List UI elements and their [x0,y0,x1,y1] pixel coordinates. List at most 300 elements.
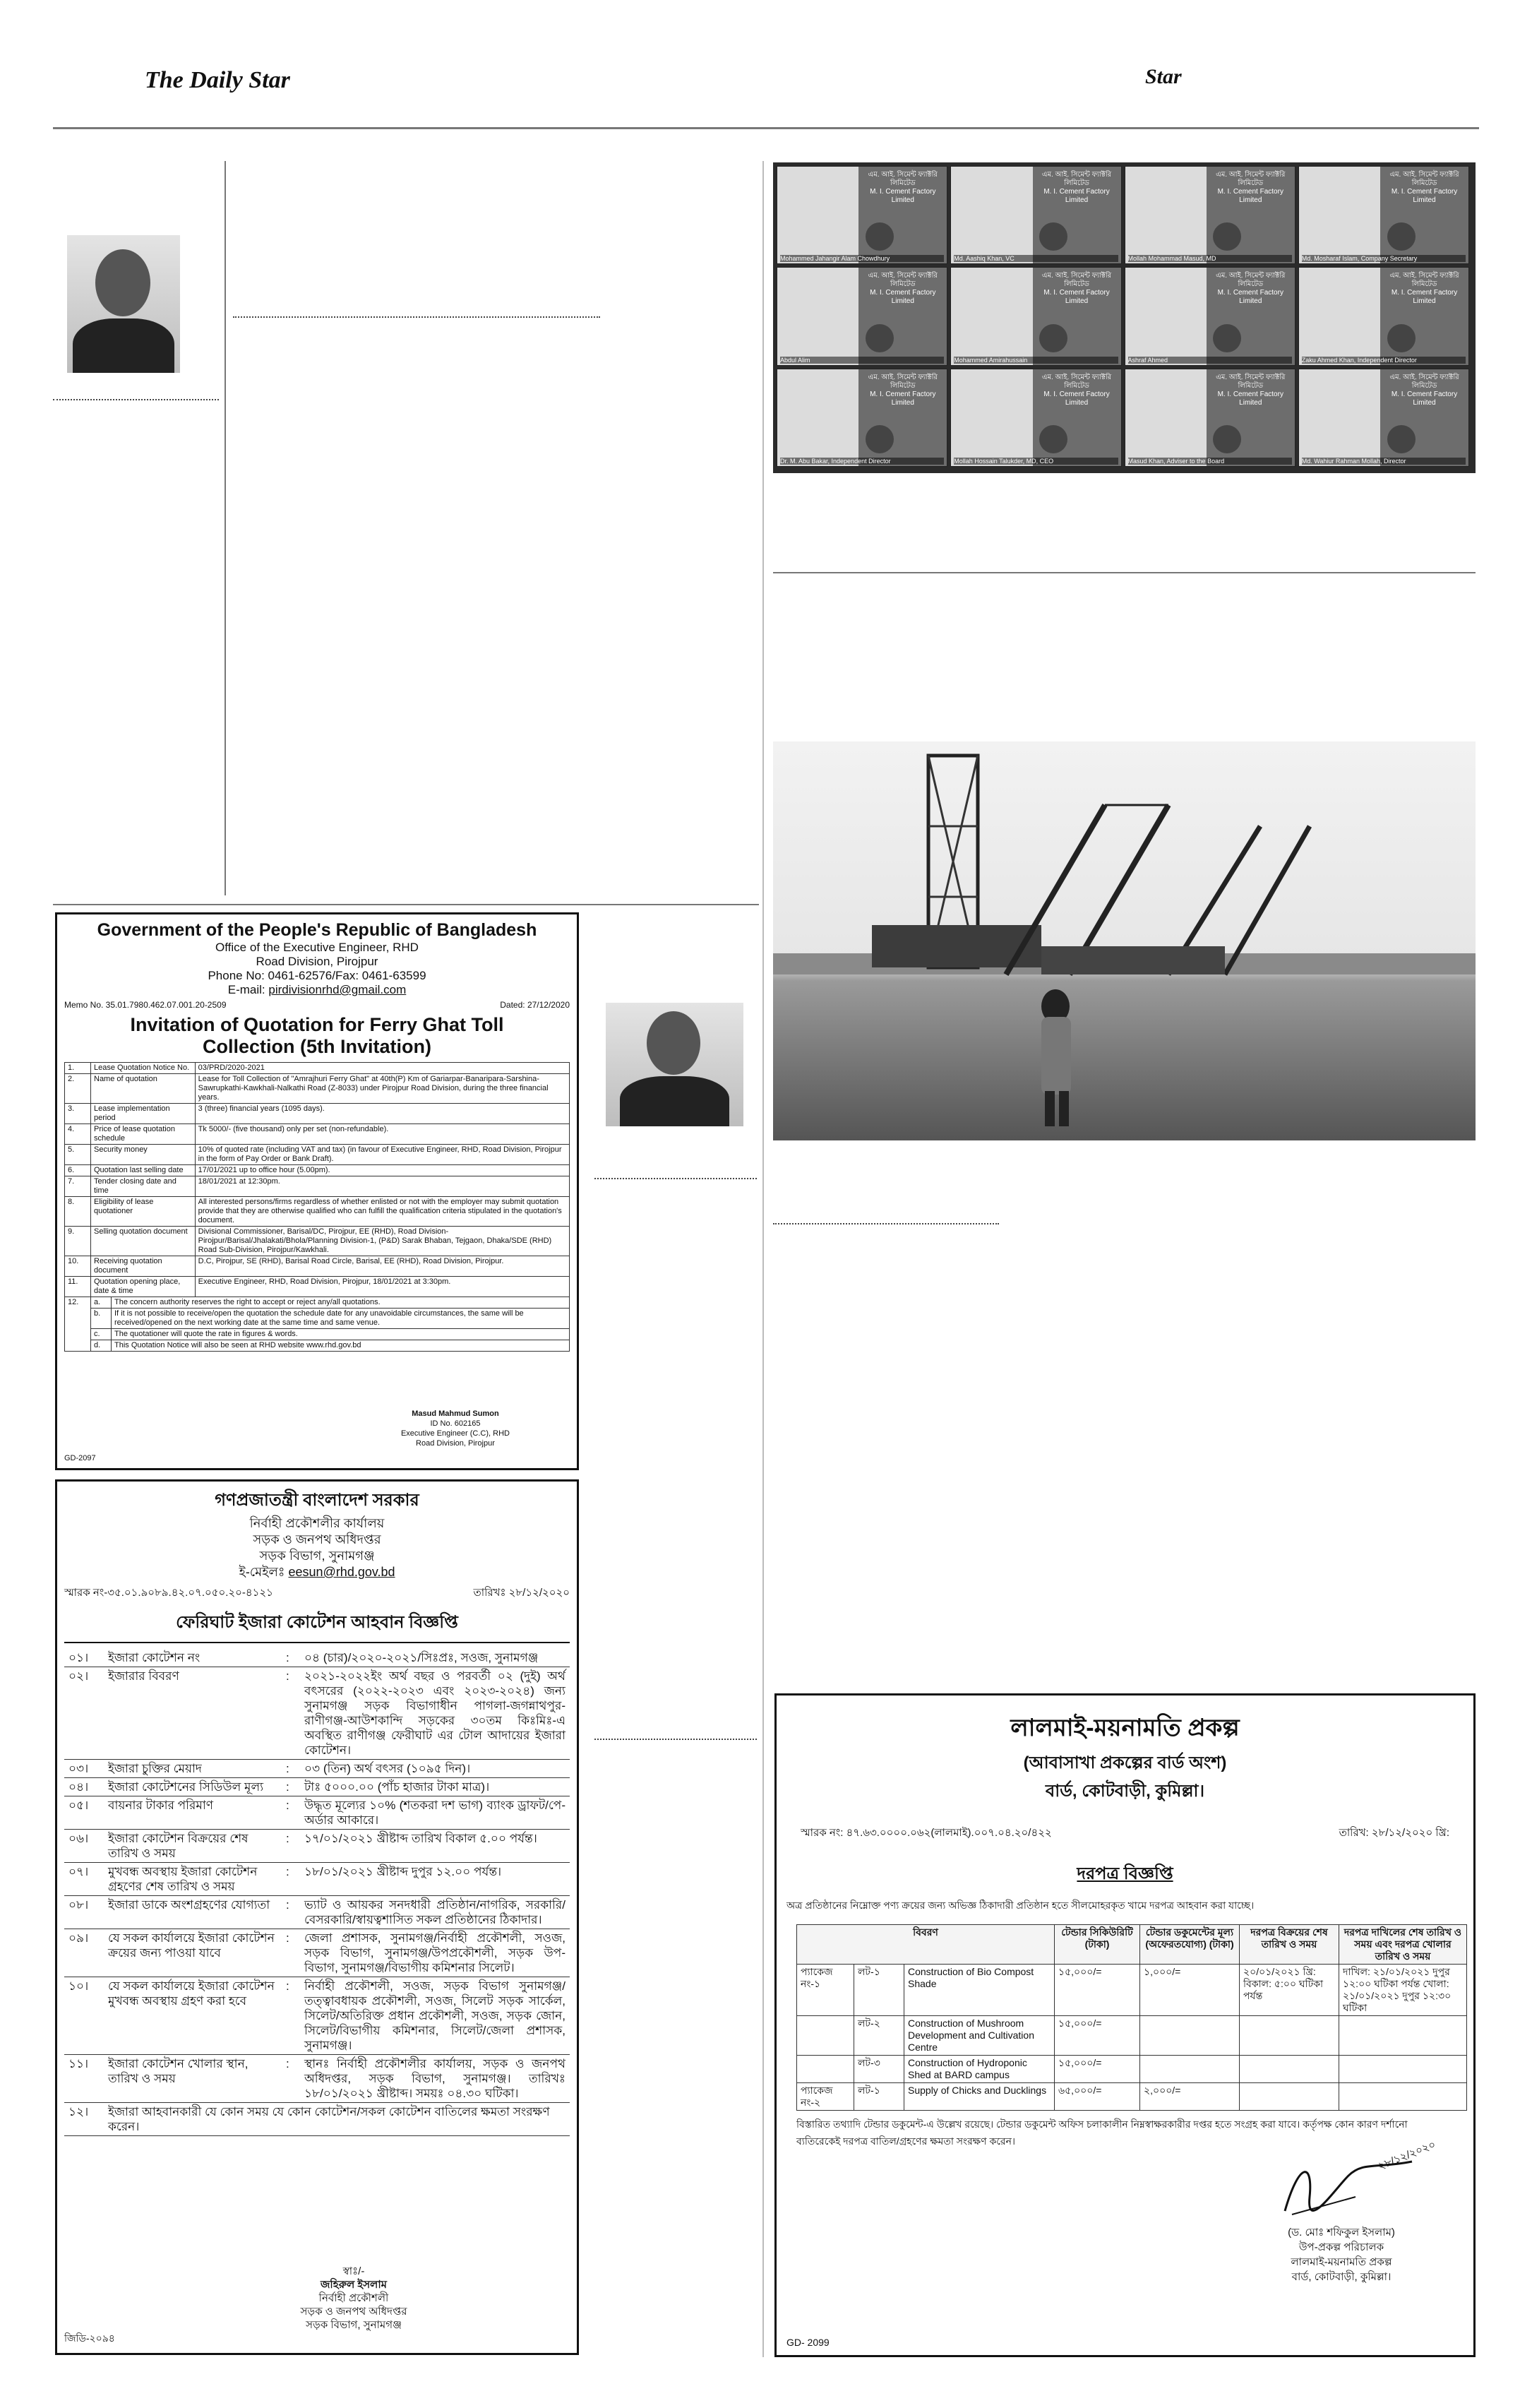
signer-block [401,1409,510,1448]
row-value: ০৩ (তিন) অর্থ বৎসর (১০৯৫ দিন)। [304,1762,471,1775]
row-colon: : [286,2057,289,2070]
table-row [65,1124,570,1145]
signature-date: ২৮/১২/২০২০ [1376,2138,1437,2173]
memo-row [64,1585,570,1602]
participant-avatar [866,425,894,453]
tile-header-bn: এম. আই. সিমেন্ট ফ্যাক্টরি লিমিটেড [1041,171,1112,187]
rig-illustration [773,741,1476,1140]
row-value: ০৪ (চার)/২০২০-২০২১/সিঃপ্রঃ, সওজ, সুনামগঞ্জ [304,1651,539,1664]
email-link[interactable]: eesun@rhd.gov.bd [288,1565,395,1579]
row-label: Eligibility of lease quotationer [91,1197,196,1227]
memo-date: Dated: 27/12/2020 [500,1000,570,1010]
row-number: ০৭। [68,1865,89,1878]
row-label: Tender closing date and time [91,1176,196,1197]
tile-header [1207,171,1295,205]
row-value: ১৭/০১/২০২১ খ্রীষ্টাব্দ তারিখ বিকাল ৫.০০ পর্যন্ত। [304,1832,537,1845]
tile-header-bn: এম. আই. সিমেন্ট ফ্যাক্টরি লিমিটেড [868,373,938,390]
signer-office: সড়ক বিভাগ, সুনামগঞ্জ [306,2319,402,2331]
video-tile [777,267,947,365]
table-row [65,1256,570,1277]
row-number: 12. [65,1297,91,1352]
table-row [65,1074,570,1104]
tile-header-en: M. I. Cement Factory Limited [1391,188,1458,204]
ad-email-line [64,1564,570,1580]
row-number: 5. [65,1145,91,1165]
participant-name: Ashraf Ahmed [1128,357,1292,364]
row-value: জেলা প্রশাসক, সুনামগঞ্জ/নির্বাহী প্রকৌশলী, সওজ, সড়ক বিভাগ, সুনামগঞ্জ/উপপ্রকৌশলী, সড়ক উপ-বিভাগ, সুনামগঞ্জ/বিভাগীয় কমিশনার সিলেট। [304,1931,565,1974]
package-cell: প্যাকেজ নং-২ [797,2083,854,2111]
row-number: ০১। [68,1651,89,1664]
ad-subtitle-1: (আবাসাখা প্রকল্পের বার্ড অংশ) [1023,1753,1227,1772]
row-label: ইজারা আহবানকারী যে কোন সময় যে কোন কোটেশন/সকল কোটেশন বাতিলের ক্ষমতা সংরক্ষণ করেন। [108,2105,550,2133]
drilling-rig-photo [773,741,1476,1140]
memo-row [801,1825,1449,1842]
tile-header-en: M. I. Cement Factory Limited [1391,390,1458,407]
item-cell: Construction of Mushroom Development and Cultivation Centre [904,2016,1055,2056]
slide-panel [1299,167,1380,263]
tile-header-en: M. I. Cement Factory Limited [1391,289,1458,306]
row-colon: : [286,1780,289,1794]
tile-header-bn: এম. আই. সিমেন্ট ফ্যাক্টরি লিমিটেড [1216,171,1286,187]
table-row [797,2016,1467,2056]
row-label: ইজারা কোটেশন খোলার স্থান, তারিখ ও সময় [108,2057,249,2085]
row-label: Name of quotation [91,1074,196,1104]
row-colon: : [286,1669,289,1683]
memo-number: স্মারক নং-৩৫.০১.৯০৮৯.৪২.০৭.০৫০.২০-৪১২১ [64,1587,273,1599]
security-cell: ১৫,০০০/= [1055,2056,1140,2083]
participant-avatar [1039,222,1067,251]
row-value: টাঃ ৫০০০.০০ (পাঁচ হাজার টাকা মাত্র)। [304,1780,490,1794]
video-tile [950,267,1121,365]
tile-header-en: M. I. Cement Factory Limited [870,289,936,306]
row-value: Executive Engineer, RHD, Road Division, Pirojpur, 18/01/2021 at 3:30pm. [195,1277,569,1297]
tile-header-bn: এম. আই. সিমেন্ট ফ্যাক্টরি লিমিটেড [868,272,938,289]
row-number: 9. [65,1227,91,1256]
slide-panel [1299,268,1380,364]
participant-name: Dr. M. Abu Bakar, Independent Director [780,458,944,465]
row-colon: : [286,1931,289,1945]
row-value: ১৮/০১/২০২১ খ্রীষ্টাব্দ দুপুর ১২.০০ পর্যন্ত। [304,1865,502,1878]
participant-name: Md. Aashiq Khan, VC [954,255,1118,262]
participant-name: Mollah Hossain Talukder, MD, CEO [954,458,1118,465]
table-row [64,1667,570,1760]
participant-avatar [1213,222,1241,251]
package-cell: প্যাকেজ নং-১ [797,1965,854,2016]
lot-cell: লট-১ [854,1965,904,2016]
sale-cell: ২০/০১/২০২১ খ্রি: বিকাল: ৫:০০ ঘটিকা পর্যন্ত [1240,1965,1339,2016]
signer-dept: সড়ক ও জনপথ অধিদপ্তর [300,2306,407,2318]
table-row [797,2056,1467,2083]
table-row [65,1165,570,1176]
row-number: ১২। [68,2105,89,2118]
row-label: Price of lease quotation schedule [91,1124,196,1145]
table-row [64,1977,570,2055]
video-tile [1125,267,1295,365]
row-label: Lease implementation period [91,1104,196,1124]
slide-panel [777,167,858,263]
video-tile [777,369,947,467]
tile-header-bn: এম. আই. সিমেন্ট ফ্যাক্টরি লিমিটেড [1216,272,1286,289]
note-row [65,1340,570,1352]
row-number: ০৮। [68,1898,89,1912]
quotation-table [64,1649,570,2136]
row-colon: : [286,1762,289,1775]
masthead-logo-right: Star [1145,65,1182,88]
table-row [65,1277,570,1297]
tile-header-en: M. I. Cement Factory Limited [1217,289,1283,306]
participant-avatar [1213,425,1241,453]
table-row [64,2103,570,2136]
row-label: যে সকল কার্যালয়ে ইজারা কোটেশন মুখবন্ধ অবস্থায় গ্রহণ করা হবে [108,1979,275,2008]
video-tile [1125,369,1295,467]
row-value: All interested persons/firms regardless of whether enlisted or not with the employer may submit quotation provide that they are otherwise qualified who can fulfill the qualification criteria stipulated in the quotation's document. [195,1197,569,1227]
tile-header-bn: এম. আই. সিমেন্ট ফ্যাক্টরি লিমিটেড [868,171,938,187]
slide-panel [1125,268,1207,364]
row-number: ০২। [68,1669,89,1683]
note-row [65,1297,570,1309]
row-number: ১১। [68,2057,89,2070]
portrait-photo-1 [67,235,180,373]
ad-heading: ফেরিঘাট ইজারা কোটেশন আহবান বিজ্ঞপ্তি [64,1609,570,1643]
row-number: 1. [65,1063,91,1074]
signer-office: Road Division, Pirojpur [416,1439,495,1448]
table-row [64,1778,570,1796]
note-letter: d. [91,1340,112,1352]
row-value: ২০২১-২০২২ইং অর্থ বছর ও পরবর্তী ০২ (দুই) অর্থ বৎসরের (২০২২-২০২৩ এবং ২০২৩-২০২৪) জন্য সুনামগঞ্জ সড়ক বিভাগাধীন পাগলা-জগন্নাথপুর-রাণীগঞ্জ-আউশকান্দি সড়কের ৩০তম কিঃমিঃ-এ অবস্থিত রাণীগঞ্জ ফেরীঘাট এর টোল আদায়ের ইজারা কোটেশন। [304,1669,565,1757]
row-colon: : [286,1651,289,1664]
lot-cell: লট-২ [854,2016,904,2056]
row-label: মুখবন্ধ অবস্থায় ইজারা কোটেশন গ্রহণের শেষ তারিখ ও সময় [108,1865,258,1893]
note-letter: c. [91,1329,112,1340]
row-number: 11. [65,1277,91,1297]
masthead-logo-left: The Daily Star [145,67,290,93]
memo-row [64,1000,570,1010]
table-row [797,2083,1467,2111]
row-value: 17/01/2021 up to office hour (5.00pm). [195,1165,569,1176]
row-label: যে সকল কার্যালয়ে ইজারা কোটেশন ক্রয়ের জন্য পাওয়া যাবে [108,1931,275,1960]
sale-cell [1240,2083,1339,2111]
row-number: 6. [65,1165,91,1176]
note-letter: a. [91,1297,112,1309]
dotted-separator-1 [53,399,219,400]
tile-header [1033,374,1121,407]
row-number: 8. [65,1197,91,1227]
col-security: টেন্ডার সিকিউরিটি (টাকা) [1055,1925,1140,1965]
ad-title: লালমাই-ময়নামতি প্রকল্প [1010,1715,1240,1741]
signer-name: জহিরুল ইসলাম [320,2279,387,2291]
signer-sig: স্বাঃ/- [342,2265,365,2277]
tile-header-bn: এম. আই. সিমেন্ট ফ্যাক্টরি লিমিটেড [1041,373,1112,390]
ad-ferry-ghat-quotation-english [55,912,579,1470]
tile-header [1380,272,1468,306]
ad-intro: অত্র প্রতিষ্ঠানের নিম্নোক্ত পণ্য ক্রয়ের জন্য অভিজ্ঞ ঠিকাদারী প্রতিষ্ঠান হতে সীলমোহরকৃত খামে দরপত্র আহবান করা যাচ্ছে। [786,1900,1255,1911]
tile-header-bn: এম. আই. সিমেন্ট ফ্যাক্টরি লিমিটেড [1216,373,1286,390]
dotted-separator-4 [773,1223,999,1224]
participant-name: Masud Khan, Adviser to the Board [1128,458,1292,465]
participant-avatar [1213,324,1241,352]
ad-ferry-ghat-quotation-bangla [55,1479,579,2355]
submit-cell: দাখিল: ২১/০১/২০২১ দুপুর ১২:০০ ঘটিকা পর্যন্ত খোলা: ২১/০১/২০২১ দুপুর ১২:৩০ ঘটিকা [1339,1965,1467,2016]
note-text: If it is not possible to receive/open the quotation the schedule date for any unavoidable circumstances, the same will be received/opened on the next working date at the same time and same venue. [112,1309,570,1329]
memo-number: Memo No. 35.01.7980.462.07.001.20-2509 [64,1000,227,1010]
row-value: ভ্যাট ও আয়কর সনদধারী প্রতিষ্ঠান/নাগরিক, সরকারি/বেসরকারি/স্বায়ত্বশাসিত সকল প্রতিষ্ঠানের ঠিকাদার। [304,1898,565,1926]
video-tile [1298,166,1469,264]
tile-header [1207,272,1295,306]
price-cell [1140,2016,1240,2056]
row-number: 3. [65,1104,91,1124]
section-divider-right-1 [773,572,1476,573]
sale-cell [1240,2056,1339,2083]
memo-date: তারিখ: ২৮/১২/২০২০ খ্রি: [1339,1827,1449,1839]
row-value: D.C, Pirojpur, SE (RHD), Barisal Road Circle, Barisal, EE (RHD), Road Division, Pirojpur. [195,1256,569,1277]
video-tile [950,166,1121,264]
row-label: ইজারা ডাকে অংশগ্রহণের যোগ্যতা [108,1898,270,1912]
memo-number: স্মারক নং: ৪৭.৬৩.০০০০.০৬২(লালমাই).০০৭.০৪.২০/৪২২ [801,1827,1052,1839]
col-document-price: টেন্ডার ডকুমেন্টের মূল্য (অফেরতযোগ্য) (টাকা) [1140,1925,1240,1965]
note-row [65,1329,570,1340]
row-colon: : [286,1799,289,1812]
row-value: স্থানঃ নির্বাহী প্রকৌশলীর কার্যালয়, সড়ক ও জনপথ অধিদপ্তর, সড়ক বিভাগ, সুনামগঞ্জ। তারিখঃ ১৮/০১/২০২১ খ্রীষ্টাব্দ। সময়ঃ ০৪.৩০ ঘটিকা। [304,2057,565,2100]
tile-header [1380,374,1468,407]
row-label: Selling quotation document [91,1227,196,1256]
tile-header [1033,272,1121,306]
security-cell: ৬৫,০০০/= [1055,2083,1140,2111]
row-value: 10% of quoted rate (including VAT and tax) (in favour of Executive Engineer, RHD, Road Division, Pirojpur in the form of Pay Order or Bank Draft). [195,1145,569,1165]
agm-video-conference-photo [773,162,1476,473]
ad-office-line-2: সড়ক ও জনপথ অধিদপ্তর [253,1532,381,1546]
tile-header-en: M. I. Cement Factory Limited [1043,188,1110,204]
slide-panel [1299,369,1380,466]
slide-panel [777,268,858,364]
section-divider-left [53,904,759,905]
participant-name: Zaku Ahmed Khan, Independent Director [1302,357,1466,364]
col-description: বিবরণ [797,1925,1055,1965]
row-number: ০৯। [68,1931,89,1945]
ad-title: Government of the People's Republic of Bangladesh [97,920,537,940]
tile-header-en: M. I. Cement Factory Limited [1043,289,1110,306]
signer-id: ID No. 602165 [430,1419,481,1428]
tile-header [1380,171,1468,205]
signer-address: বার্ড, কোটবাড়ী, কুমিল্লা। [1291,2271,1392,2283]
video-tile [1298,369,1469,467]
memo-date: তারিখঃ ২৮/১২/২০২০ [473,1587,570,1599]
table-row [65,1197,570,1227]
participant-name: Abdul Alim [780,357,944,364]
signer-title: উপ-প্রকল্প পরিচালক [1298,2241,1384,2253]
video-tile [777,166,947,264]
note-row [65,1309,570,1329]
table-row [65,1176,570,1197]
ad-subtitle-2: বার্ড, কোটবাড়ী, কুমিল্লা। [1045,1782,1205,1801]
column-divider-left [225,161,226,895]
tile-header [858,171,947,205]
row-label: ইজারা চুক্তির মেয়াদ [108,1762,202,1775]
signer-project: লালমাই-ময়নামতি প্রকল্প [1291,2256,1392,2268]
row-number: 4. [65,1124,91,1145]
submit-cell [1339,2016,1467,2056]
row-number: ০৪। [68,1780,89,1794]
portrait-photo-2 [606,1003,743,1126]
note-text: The concern authority reserves the right to accept or reject any/all quotations. [112,1297,570,1309]
tile-header-bn: এম. আই. সিমেন্ট ফ্যাক্টরি লিমিটেড [1389,171,1459,187]
row-label: ইজারা কোটেশন নং [108,1651,201,1664]
security-cell: ১৫,০০০/= [1055,2016,1140,2056]
item-cell: Supply of Chicks and Ducklings [904,2083,1055,2111]
participant-name: Md. Mosharaf Islam, Company Secretary [1302,255,1466,262]
sale-cell [1240,2016,1339,2056]
table-row [64,1863,570,1896]
column-divider-center [762,161,764,2357]
slide-panel [951,268,1032,364]
row-colon: : [286,1865,289,1878]
email-link[interactable]: pirdivisionrhd@gmail.com [268,983,407,996]
table-row [65,1063,570,1074]
row-value: 03/PRD/2020-2021 [195,1063,569,1074]
table-row [64,1830,570,1863]
ad-office-line-1: নির্বাহী প্রকৌশলীর কার্যালয় [249,1516,385,1530]
item-cell: Construction of Bio Compost Shade [904,1965,1055,2016]
row-number: ০৫। [68,1799,89,1812]
row-number: ১০। [68,1979,89,1993]
table-row [797,1965,1467,2016]
table-row [64,1796,570,1830]
slide-panel [951,369,1032,466]
gd-code: GD-2097 [64,1454,96,1462]
participant-name: Mohammed Amirahussain [954,357,1118,364]
table-row [65,1145,570,1165]
tile-header-en: M. I. Cement Factory Limited [1043,390,1110,407]
submit-cell [1339,2056,1467,2083]
row-colon: : [286,1979,289,1993]
tile-header-en: M. I. Cement Factory Limited [870,188,936,204]
row-label: ইজারা কোটেশনের সিডিউল মূল্য [108,1780,264,1794]
ad-footer: বিস্তারিত তথ্যাদি টেন্ডার ডকুমেন্ট-এ উল্লেখ রয়েছে। টেন্ডার ডকুমেন্ট অফিস চলাকালীন নিম্নস্বাক্ষরকারীর দপ্তর হতে সংগ্রহ করা যাবে। কর্তৃপক্ষ কোন কারণ দর্শানো ব্যতিরেকেই দরপত্র বাতিল/গ্রহণের ক্ষমতা সংরক্ষণ করেন। [796,2118,1408,2147]
ad-title: গণপ্রজাতন্ত্রী বাংলাদেশ সরকার [215,1491,419,1510]
row-value: নির্বাহী প্রকৌশলী, সওজ, সড়ক বিভাগ সুনামগঞ্জ/তত্ত্বাবধায়ক প্রকৌশলী, সওজ, সিলেট সড়ক সার্কেল, সিলেট/অতিরিক্ত প্রধান প্রকৌশলী, সওজ, সড়ক জোন, সিলেট/বিভাগীয় কমিশনার, সিলেট/জেলা প্রশাসক, সুনামগঞ্জ। [304,1979,565,2052]
row-label: Lease Quotation Notice No. [91,1063,196,1074]
row-colon: : [286,1832,289,1845]
tile-header [1207,374,1295,407]
dotted-separator-5 [594,1739,757,1740]
signer-name: Masud Mahmud Sumon [412,1409,499,1418]
lot-cell: লট-৩ [854,2056,904,2083]
item-cell: Construction of Hydroponic Shed at BARD campus [904,2056,1055,2083]
row-value: Divisional Commissioner, Barisal/DC, Pirojpur, EE (RHD), Road Division-Pirojpur/Barisal/Jhalakati/Bhola/Planning Division-1, (P&D) Sarak Bhaban, Tejgaon, Dhaka/SDE (RHD) Road Sub-Division, Pirojpur/Kawkhali. [195,1227,569,1256]
ad-heading: Invitation of Quotation for Ferry Ghat Toll Collection (5th Invitation) [130,1014,504,1057]
row-number: 10. [65,1256,91,1277]
row-label: ইজারার বিবরণ [108,1669,179,1683]
row-number: 2. [65,1074,91,1104]
ad-email-line [64,983,570,997]
tile-header [1033,171,1121,205]
submit-cell [1339,2083,1467,2111]
row-value: 18/01/2021 at 12:30pm. [195,1176,569,1197]
slide-panel [1125,167,1207,263]
ad-office-line-3: সড়ক বিভাগ, সুনামগঞ্জ [259,1549,375,1563]
tile-header-bn: এম. আই. সিমেন্ট ফ্যাক্টরি লিমিটেড [1041,272,1112,289]
participant-avatar [1387,425,1416,453]
tile-header-bn: এম. আই. সিমেন্ট ফ্যাক্টরি লিমিটেড [1389,272,1459,289]
tile-header-en: M. I. Cement Factory Limited [1217,188,1283,204]
tile-header-en: M. I. Cement Factory Limited [1217,390,1283,407]
participant-avatar [1387,222,1416,251]
video-tile [1298,267,1469,365]
ad-office-line-2: Road Division, Pirojpur [256,955,378,968]
participant-name: Mollah Mohammad Masud, MD [1128,255,1292,262]
table-row [64,1649,570,1667]
gd-code: জিডি-২০৯৪ [64,2332,115,2344]
package-cell [797,2016,854,2056]
row-number: 7. [65,1176,91,1197]
ad-office-line-1: Office of the Executive Engineer, RHD [215,941,419,954]
row-value: উদ্ধৃত মূল্যের ১০% (শতকরা দশ ভাগ) ব্যাংক ড্রাফট/পে-অর্ডার আকারে। [304,1799,565,1827]
row-label: Security money [91,1145,196,1165]
table-row [64,1760,570,1778]
participant-name: Mohammed Jahangir Alam Chowdhury [780,255,944,262]
table-row [65,1104,570,1124]
signer-title: নির্বাহী প্রকৌশলী [318,2292,389,2304]
top-rule [53,127,1479,129]
participant-name: Md. Wahiur Rahman Mollah, Director [1302,458,1466,465]
table-row [64,1896,570,1929]
participant-avatar [866,222,894,251]
col-submit-deadline: দরপত্র দাখিলের শেষ তারিখ ও সময় এবং দরপত্র খোলার তারিখ ও সময় [1339,1925,1467,1965]
row-label: Quotation last selling date [91,1165,196,1176]
security-cell: ১৫,০০০/= [1055,1965,1140,2016]
row-label: Receiving quotation document [91,1256,196,1277]
row-colon: : [286,1898,289,1912]
quotation-table [64,1062,570,1352]
participant-avatar [1039,324,1067,352]
note-text: The quotationer will quote the rate in figures & words. [112,1329,570,1340]
signer-name: (ড. মোঃ শফিকুল ইসলাম) [1288,2227,1395,2239]
note-letter: b. [91,1309,112,1329]
signer-block [248,2265,460,2332]
dotted-separator-2 [233,316,600,318]
row-label: Quotation opening place, date & time [91,1277,196,1297]
package-cell [797,2056,854,2083]
price-cell [1140,2056,1240,2083]
row-value: Lease for Toll Collection of "Amrajhuri Ferry Ghat" at 40th(P) Km of Gariarpar-Banaripara-Sarshina-Sawrupkathi-Kawkhali-Nalkathi Road (Z-8033) under Pirojpur Road Division, during the three financial years. [195,1074,569,1104]
table-row [64,2055,570,2103]
table-row [65,1227,570,1256]
note-text: This Quotation Notice will also be seen at RHD website www.rhd.gov.bd [112,1340,570,1352]
row-label: ইজারা কোটেশন বিক্রয়ের শেষ তারিখ ও সময় [108,1832,249,1860]
row-number: ০৩। [68,1762,89,1775]
video-tile [1125,166,1295,264]
row-value: 3 (three) financial years (1095 days). [195,1104,569,1124]
tile-header [858,272,947,306]
slide-panel [951,167,1032,263]
row-value: Tk 5000/- (five thousand) only per set (non-refundable). [195,1124,569,1145]
table-row [64,1929,570,1977]
tile-header-bn: এম. আই. সিমেন্ট ফ্যাক্টরি লিমিটেড [1389,373,1459,390]
signer-block [1221,2225,1461,2284]
email-label: ই-মেইলঃ [239,1565,285,1579]
slide-panel [1125,369,1207,466]
slide-panel [777,369,858,466]
participant-avatar [1387,324,1416,352]
row-number: ০৬। [68,1832,89,1845]
dotted-separator-3 [594,1178,757,1179]
tender-table [796,1924,1467,2111]
price-cell: ১,০০০/= [1140,1965,1240,2016]
participant-avatar [1039,425,1067,453]
col-sale-deadline: দরপত্র বিক্রয়ের শেষ তারিখ ও সময় [1240,1925,1339,1965]
row-label: বায়নার টাকার পরিমাণ [108,1799,214,1812]
ad-office-line-3: Phone No: 0461-62576/Fax: 0461-63599 [208,969,426,982]
tile-header-en: M. I. Cement Factory Limited [870,390,936,407]
